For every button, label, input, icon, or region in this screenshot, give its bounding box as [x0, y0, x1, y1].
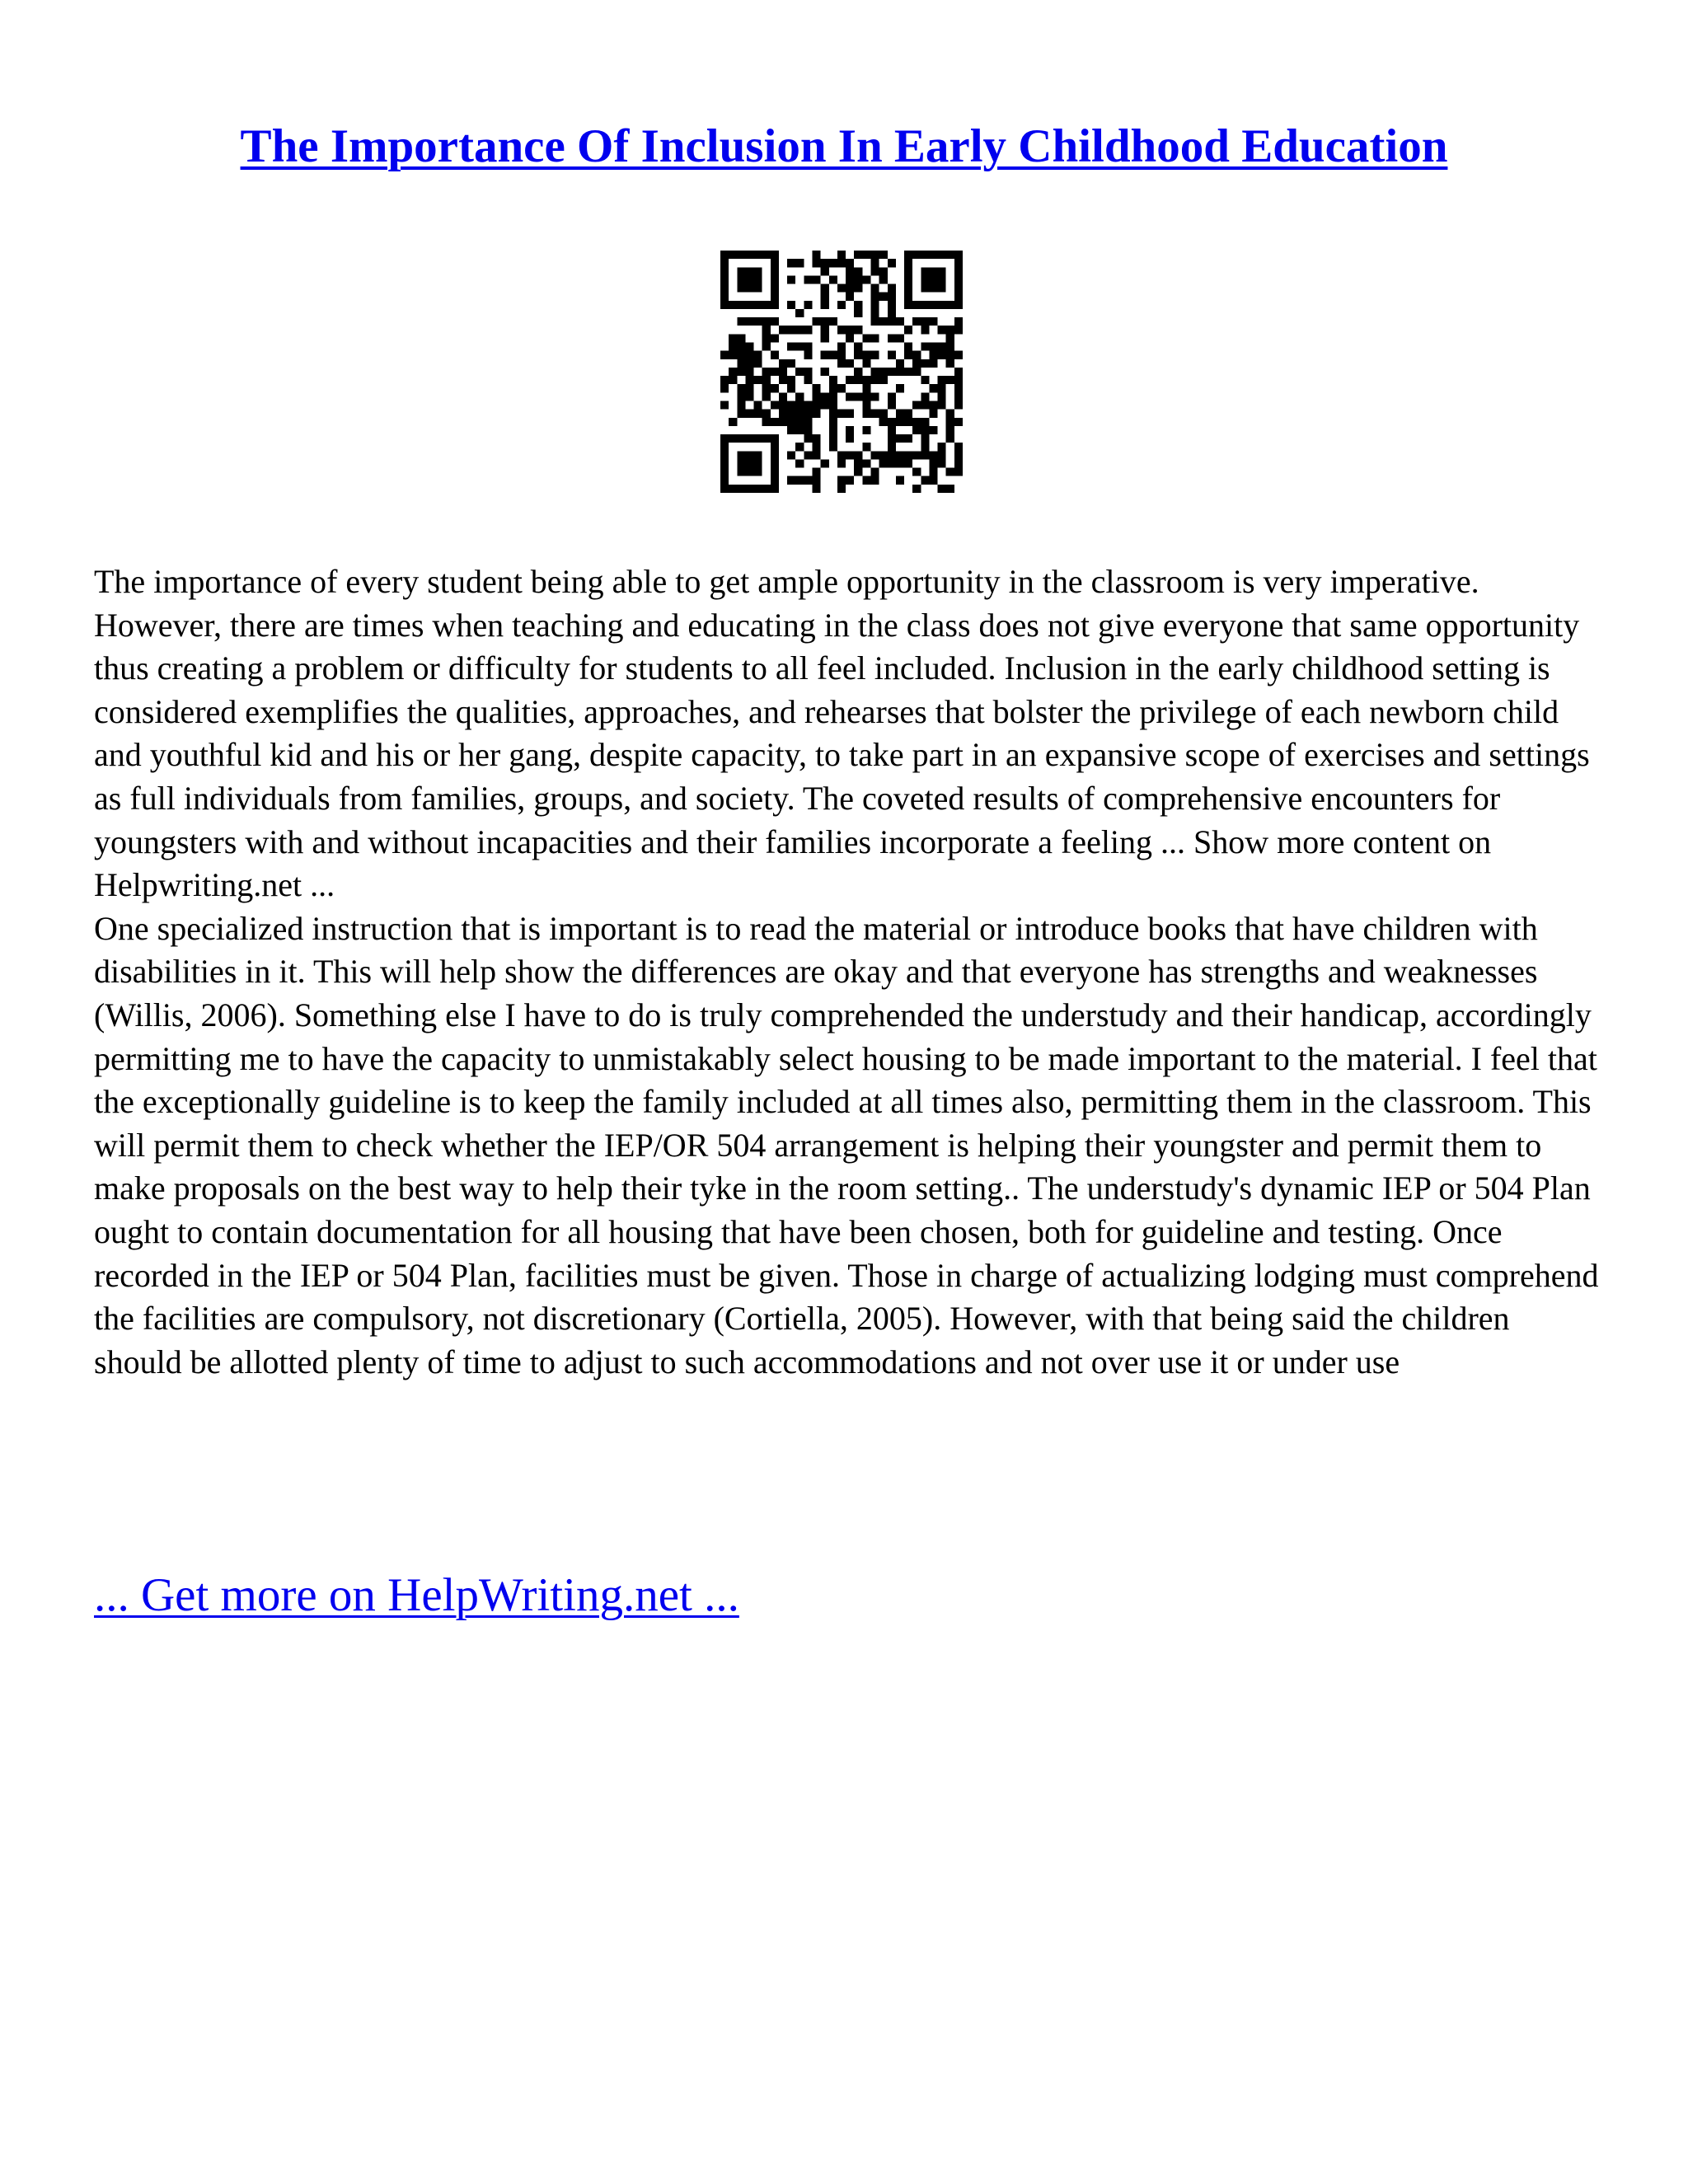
article-body: [94, 560, 1602, 1384]
page-title: [0, 117, 1688, 176]
paragraph-1: The importance of every student being able to get ample opportunity in the classroom is very imperative. However, there are times when teaching and educating in the class does not give everyone that same opportunity thus creating a problem or difficulty for students to all feel included. Inclusion in the early childhood setting is considered exemplifies the qualities, approaches, and rehearses that bolster the privilege of each newborn child and youthful kid and his or her gang, despite capacity, to take part in an expansive scope of exercises and settings as full individuals from families, groups, and society. The coveted results of comprehensive encounters for youngsters with and without incapacities and their families incorporate a feeling ... Show more content on Helpwriting.net ...: [94, 563, 1590, 904]
get-more-link[interactable]: ... Get more on HelpWriting.net ...: [94, 1569, 739, 1621]
paragraph-2: One specialized instruction that is important is to read the material or introduce books that have children with disabilities in it. This will help show the differences are okay and that everyone has strengths and weaknesses (Willis, 2006). Something else I have to do is truly comprehended the understudy and their handicap, accordingly permitting me to have the capacity to unmistakably select housing to be made important to the material. I feel that the exceptionally guideline is to keep the family included at all times also, permitting them in the classroom. This will permit them to check whether the IEP/OR 504 arrangement is helping their youngster and permit them to make proposals on the best way to help their tyke in the room setting.. The understudy's dynamic IEP or 504 Plan ought to contain documentation for all housing that have been chosen, both for guideline and testing. Once recorded in the IEP or 504 Plan, facilities must be given. Those in charge of actualizing lodging must comprehend the facilities are compulsory, not discretionary (Cortiella, 2005). However, with that being said the children should be allotted plenty of time to adjust to such accommodations and not over use it or under use: [94, 909, 1599, 1380]
qr-code-icon: [720, 251, 963, 493]
get-more-link-wrap: [94, 1566, 739, 1625]
title-link[interactable]: The Importance Of Inclusion In Early Childhood Education: [240, 120, 1448, 172]
